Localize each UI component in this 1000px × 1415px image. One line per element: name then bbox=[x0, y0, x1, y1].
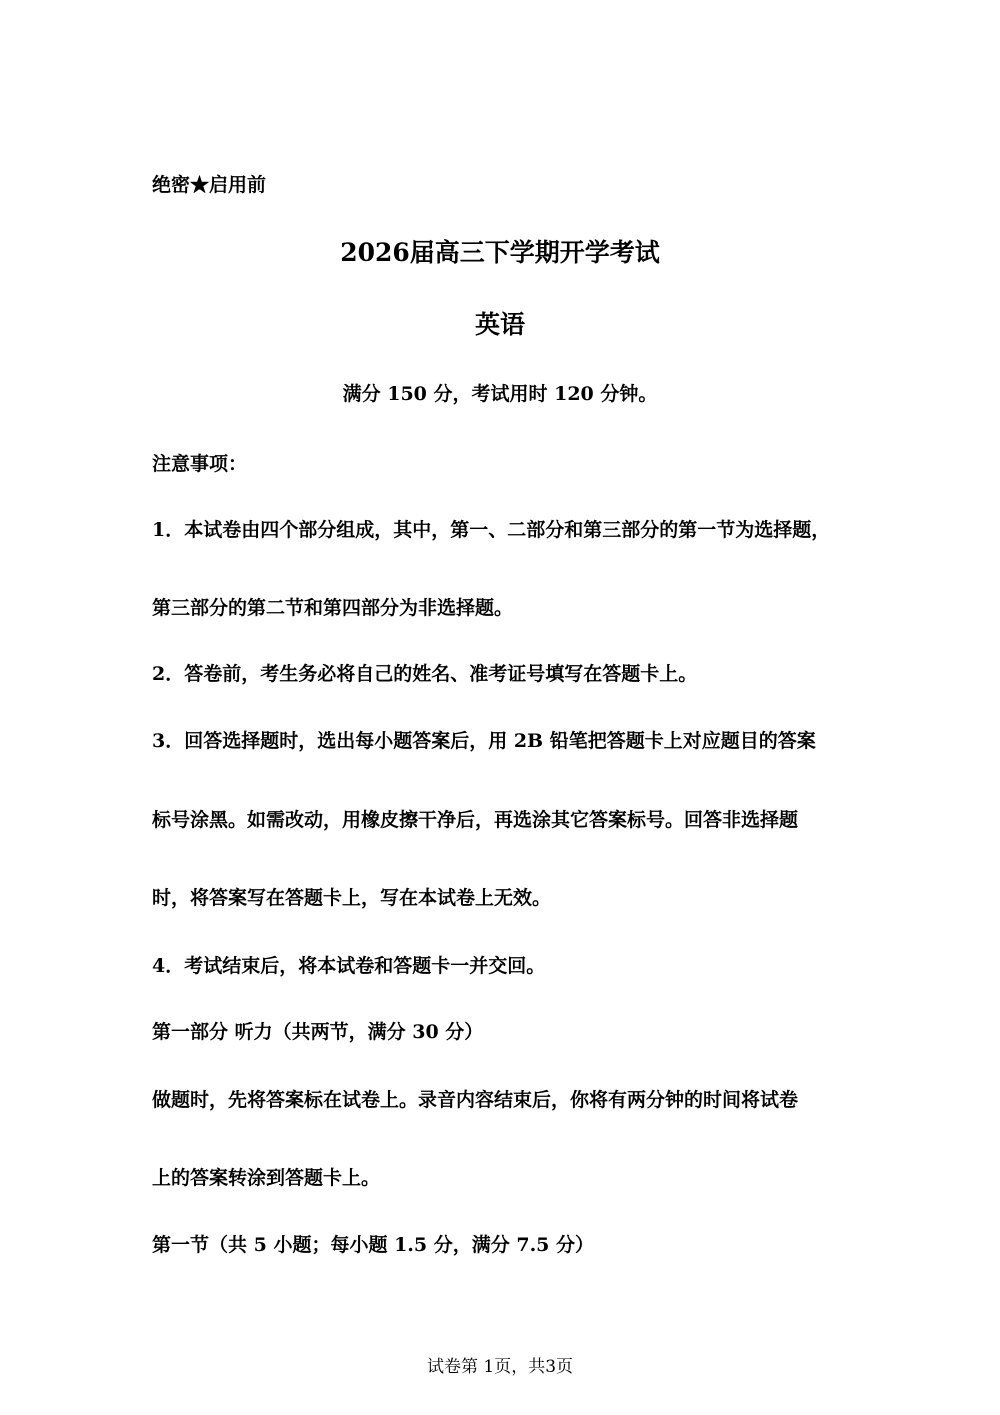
exam-title: 2026届高三下学期开学考试 bbox=[340, 238, 660, 267]
notice-line: 3．回答选择题时，选出每小题答案后，用 2B 铅笔把答题卡上对应题目的答案 bbox=[152, 730, 816, 752]
notice-line: 第三部分的第二节和第四部分为非选择题。 bbox=[152, 597, 514, 619]
page-footer: 试卷第 1页，共3页 bbox=[426, 1357, 574, 1377]
notice-line: 4．考试结束后，将本试卷和答题卡一并交回。 bbox=[152, 955, 546, 977]
section-one-heading: 第一节（共 5 小题；每小题 1.5 分，满分 7.5 分） bbox=[152, 1234, 595, 1256]
confidential-mark: 绝密★启用前 bbox=[152, 174, 267, 196]
score-time-info: 满分 150 分，考试用时 120 分钟。 bbox=[342, 383, 658, 405]
notice-heading: 注意事项： bbox=[152, 453, 248, 475]
notice-line: 时，将答案写在答题卡上，写在本试卷上无效。 bbox=[152, 887, 552, 909]
notice-line: 2．答卷前，考生务必将自己的姓名、准考证号填写在答题卡上。 bbox=[152, 663, 698, 685]
exam-subject: 英语 bbox=[474, 310, 525, 339]
notice-line: 1．本试卷由四个部分组成，其中，第一、二部分和第三部分的第一节为选择题， bbox=[152, 519, 831, 541]
part-one-heading: 第一部分 听力（共两节，满分 30 分） bbox=[152, 1021, 484, 1043]
notice-line: 标号涂黑。如需改动，用橡皮擦干净后，再选涂其它答案标号。回答非选择题 bbox=[152, 809, 799, 831]
part-one-instruction: 做题时，先将答案标在试卷上。录音内容结束后，你将有两分钟的时间将试卷 bbox=[152, 1089, 799, 1111]
part-one-instruction: 上的答案转涂到答题卡上。 bbox=[152, 1167, 381, 1189]
